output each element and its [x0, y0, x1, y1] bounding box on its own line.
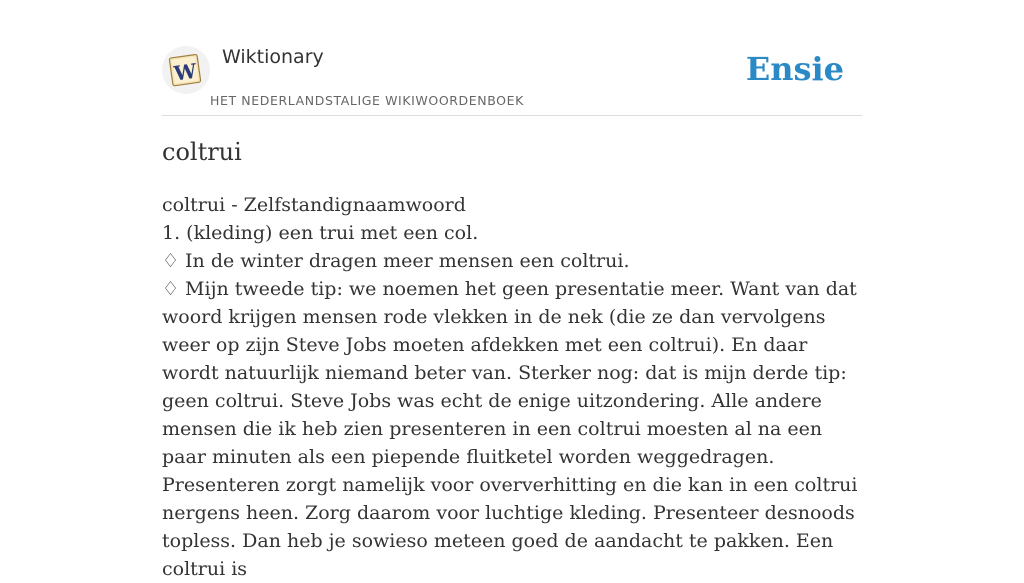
diamond-icon: ♢ — [162, 278, 180, 300]
wiktionary-logo-graphic — [162, 46, 210, 94]
page-title: coltrui — [162, 138, 242, 166]
example-item — [162, 247, 862, 275]
example-text: In de winter dragen meer mensen een coltrui. — [185, 250, 630, 272]
diamond-icon: ♢ — [162, 250, 180, 272]
wiktionary-logo-icon[interactable] — [162, 46, 210, 94]
entry-content — [162, 191, 862, 583]
logo-letter: W — [172, 58, 199, 86]
page — [162, 0, 862, 580]
site-tagline: HET NEDERLANDSTALIGE WIKIWOORDENBOEK — [210, 93, 524, 108]
entry-heading: coltrui - Zelfstandignaamwoord — [162, 194, 466, 216]
example-text: Mijn tweede tip: we noemen het geen presentatie meer. Want van dat woord krijgen mensen rode vlekken in de nek (die ze dan vervolgens weer op zijn Steve Jobs moeten afdekken met een coltrui). En daar wordt natuurlijk niemand beter van. Sterker nog: dat is mijn derde tip: geen coltrui. Steve Jobs was echt de enige uitzondering. Alle andere mensen die ik heb zien presenteren in een coltrui moesten al na een paar minuten als een piepende fluitketel worden weggedragen. Presenteren zorgt namelijk voor oververhitting en die kan in een coltrui nergens heen. Zorg daarom voor luchtige kleding. Presenteer desnoods topless. Dan heb je sowieso meteen goed de aandacht te pakken. Een coltrui is — [162, 278, 858, 580]
example-item — [162, 275, 862, 583]
ensie-brand-link[interactable]: Ensie — [745, 50, 844, 88]
site-name[interactable]: Wiktionary — [222, 46, 324, 68]
entry-definition: 1. (kleding) een trui met een col. — [162, 222, 479, 244]
site-header — [162, 0, 862, 116]
